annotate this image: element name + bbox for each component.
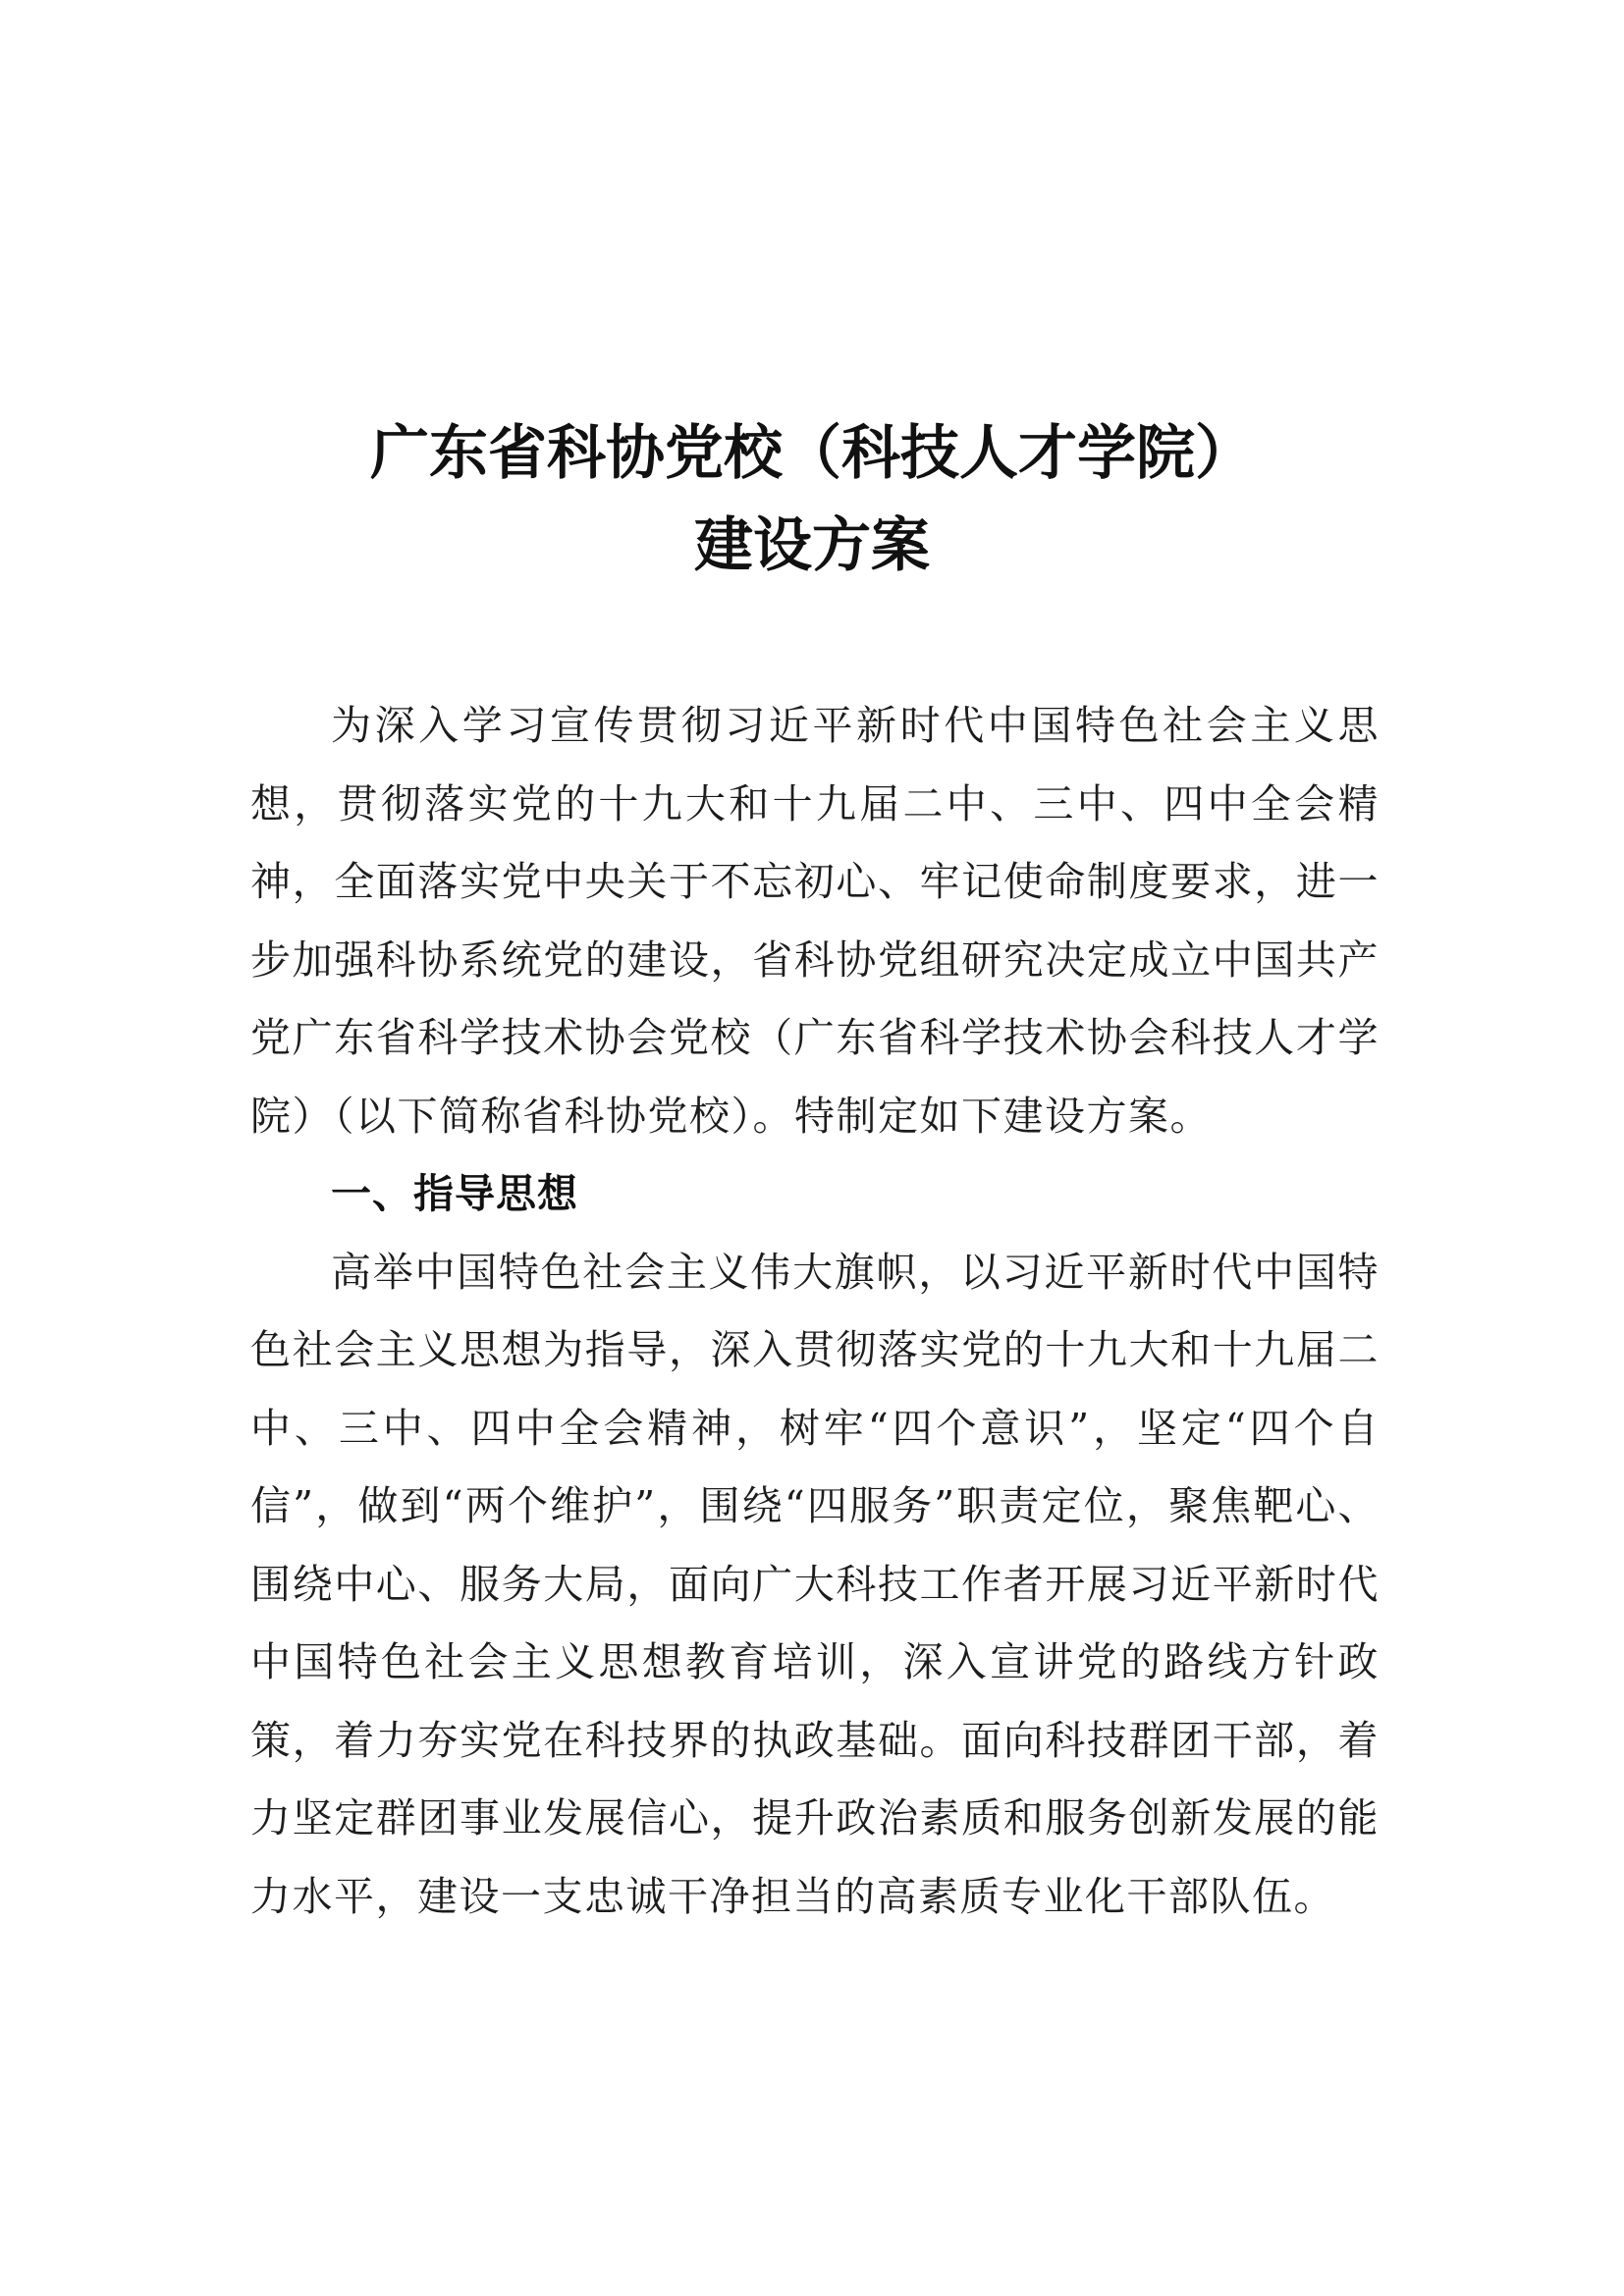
title-line-2: 建设方案: [694, 511, 930, 580]
section-paragraph-guiding-ideology: 高举中国特色社会主义伟大旗帜，以习近平新时代中国特色社会主义思想为指导，深入贯彻落实党的十九大和十九届二中、三中、四中全会精神，树牢“四个意识”，坚定“四个自信”，做到“两个维护”，围绕“四服务”职责定位，聚焦靶心、围绕中心、服务大局，面向广大科技工作者开展习近平新时代中国特色社会主义思想教育培训，深入宣讲党的路线方针政策，着力夯实党在科技界的执政基础。面向科技群团干部，着力坚定群团事业发展信心，提升政治素质和服务创新发展的能力水平，建设一支忠诚干净担当的高素质专业化干部队伍。: [250, 1248, 1380, 1920]
title-line-1: 广东省科协党校（科技人才学院）: [370, 419, 1254, 488]
document-title: [0, 407, 1624, 592]
section-heading-guiding-ideology: 一、指导思想: [331, 1170, 578, 1217]
document-body: [250, 687, 1380, 1936]
intro-paragraph: 为深入学习宣传贯彻习近平新时代中国特色社会主义思想，贯彻落实党的十九大和十九届二中、三中、四中全会精神，全面落实党中央关于不忘初心、牢记使命制度要求，进一步加强科协系统党的建设，省科协党组研究决定成立中国共产党广东省科学技术协会党校（广东省科学技术协会科技人才学院）（以下简称省科协党校）。特制定如下建设方案。: [250, 702, 1380, 1140]
